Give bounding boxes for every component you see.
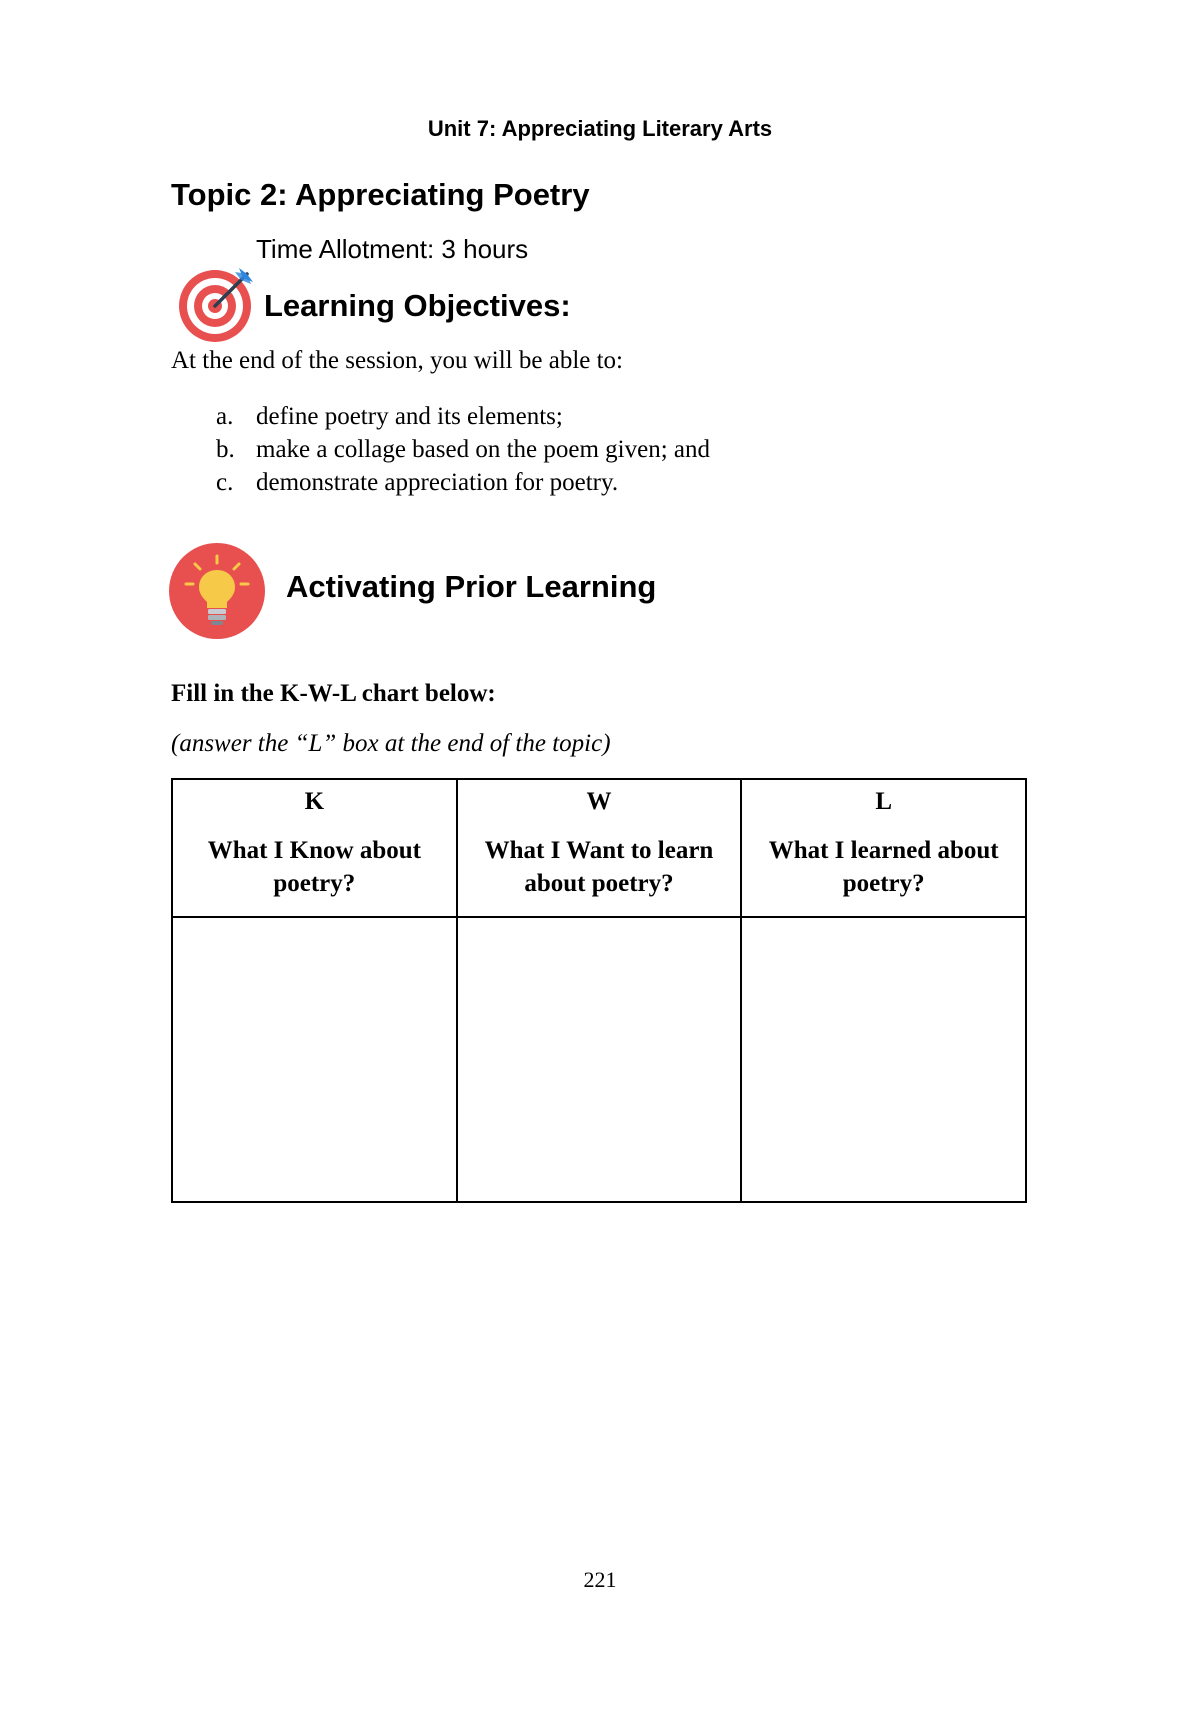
- kwl-answer-l[interactable]: [741, 917, 1026, 1202]
- list-item: [171, 400, 710, 433]
- column-question: What I Want to learn about poetry?: [484, 837, 714, 897]
- kwl-answer-k[interactable]: [172, 917, 457, 1202]
- objectives-list: [171, 400, 710, 499]
- unit-header: Unit 7: Appreciating Literary Arts: [427, 116, 773, 141]
- list-marker: b.: [216, 436, 235, 463]
- column-letter: L: [875, 788, 892, 815]
- target-icon: [177, 262, 259, 344]
- lightbulb-icon: [168, 542, 266, 640]
- column-letter: K: [304, 788, 325, 815]
- list-marker: c.: [216, 469, 234, 496]
- kwl-chart: [171, 778, 1027, 1203]
- activating-prior-learning-heading: Activating Prior Learning: [286, 569, 657, 604]
- page-number: 221: [583, 1567, 617, 1592]
- kwl-header-l: [741, 779, 1026, 917]
- column-question: What I Know about poetry?: [207, 837, 421, 897]
- topic-title: Topic 2: Appreciating Poetry: [171, 177, 590, 212]
- kwl-answer-w[interactable]: [457, 917, 742, 1202]
- kwl-header-row: [172, 779, 1026, 917]
- objective-text: demonstrate appreciation for poetry.: [256, 469, 619, 496]
- column-question: What I learned about poetry?: [768, 837, 999, 897]
- kwl-instruction: Fill in the K-W-L chart below:: [171, 680, 496, 707]
- objective-text: define poetry and its elements;: [256, 403, 563, 430]
- column-letter: W: [586, 788, 612, 815]
- kwl-note: (answer the “L” box at the end of the topic): [171, 730, 611, 757]
- kwl-header-w: [457, 779, 742, 917]
- kwl-answer-row: [172, 917, 1026, 1202]
- time-allotment: Time Allotment: 3 hours: [256, 234, 529, 264]
- list-item: [171, 466, 710, 499]
- learning-objectives-heading: Learning Objectives:: [264, 288, 571, 323]
- list-item: [171, 433, 710, 466]
- list-marker: a.: [216, 403, 234, 430]
- objectives-intro: At the end of the session, you will be able to:: [171, 347, 624, 374]
- objective-text: make a collage based on the poem given; and: [256, 436, 711, 463]
- kwl-header-k: [172, 779, 457, 917]
